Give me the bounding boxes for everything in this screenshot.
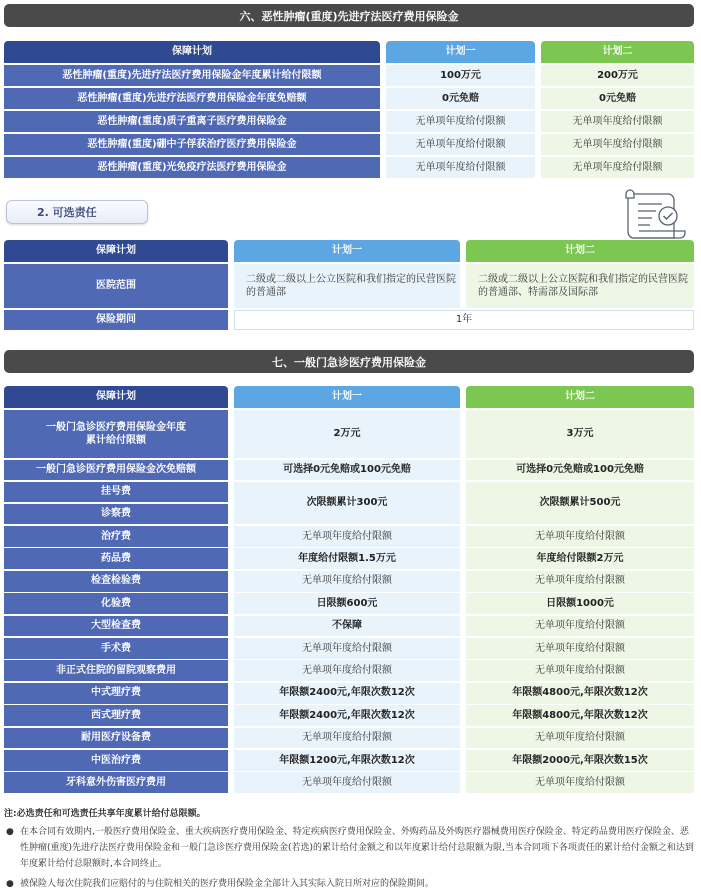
s7-row-label: 中式理疗费: [4, 683, 228, 704]
s6-row-plan1: 无单项年度给付限额: [386, 157, 535, 178]
s6-row-plan1: 0元免赔: [386, 88, 535, 109]
s7-row-plan2: 日限额1000元: [466, 593, 694, 614]
opt-hospital-plan1: 二级或二级以上公立医院和我们指定的民营医院的普通部: [234, 264, 460, 308]
s6-row-plan1: 无单项年度给付限额: [386, 111, 535, 132]
s6-row-plan2: 无单项年度给付限额: [541, 157, 694, 178]
s7-row-label: 化验费: [4, 593, 228, 614]
s6-row-plan1: 无单项年度给付限额: [386, 134, 535, 155]
s7-header-label: 保障计划: [4, 386, 228, 408]
s7-row-label: 中医治疗费: [4, 750, 228, 771]
s7-row-plan1: 日限额600元: [234, 593, 460, 614]
s7-row-label: 药品费: [4, 548, 228, 569]
s6-header-plan1: 计划一: [386, 41, 535, 63]
s7-row-label: 西式理疗费: [4, 705, 228, 726]
s7-row-label: 牙科意外伤害医疗费用: [4, 772, 228, 793]
s6-header-plan2: 计划二: [541, 41, 694, 63]
s7-row-plan2: 无单项年度给付限额: [466, 616, 694, 637]
opt-period-value: 1年: [234, 310, 694, 330]
s6-row-plan1: 100万元: [386, 65, 535, 86]
s7-row-plan1: 年限额2400元,年限次数12次: [234, 683, 460, 704]
s6-row-label: 恶性肿瘤(重度)质子重离子医疗费用保险金: [4, 111, 380, 132]
s7-row-plan2: 年限额2000元,年限次数15次: [466, 750, 694, 771]
s7-annual-plan1: 2万元: [234, 410, 460, 458]
s6-header-label: 保障计划: [4, 41, 380, 63]
s7-row-label: 手术费: [4, 638, 228, 659]
note-item: ● 被保险人每次住院我们应赔付的与住院相关的医疗费用保险金全部计入其实际入院日所对应的保险期间。: [4, 876, 696, 892]
s7-row-plan1: 不保障: [234, 616, 460, 637]
s7-row-label: 非正式住院的留院观察费用: [4, 660, 228, 681]
s7-row-label: 治疗费: [4, 526, 228, 547]
s7-deductible-plan1: 可选择0元免赔或100元免赔: [234, 460, 460, 480]
s6-row-plan2: 0元免赔: [541, 88, 694, 109]
opt-header-plan1: 计划一: [234, 240, 460, 262]
s7-row-plan1: 无单项年度给付限额: [234, 526, 460, 547]
s7-row-plan1: 无单项年度给付限额: [234, 660, 460, 681]
document-check-icon: [622, 188, 688, 244]
s7-row-plan2: 无单项年度给付限额: [466, 660, 694, 681]
s7-row-plan2: 年度给付限额2万元: [466, 548, 694, 569]
s6-row-plan2: 无单项年度给付限额: [541, 111, 694, 132]
s7-annual-plan2: 3万元: [466, 410, 694, 458]
s7-row-plan2: 年限额4800元,年限次数12次: [466, 683, 694, 704]
s7-row-plan2: 无单项年度给付限额: [466, 772, 694, 793]
s7-row-plan1: 年度给付限额1.5万元: [234, 548, 460, 569]
s7-row-label: 检查检验费: [4, 571, 228, 592]
s7-row-plan1: 年限额1200元,年限次数12次: [234, 750, 460, 771]
s7-registration-plan1: 次限额累计300元: [234, 482, 460, 524]
s7-row-plan1: 无单项年度给付限额: [234, 638, 460, 659]
s7-annual-label: 一般门急诊医疗费用保险金年度累计给付限额: [4, 410, 228, 458]
s7-row-plan2: 无单项年度给付限额: [466, 728, 694, 749]
s7-header-plan2: 计划二: [466, 386, 694, 408]
opt-hospital-label: 医院范围: [4, 264, 228, 308]
s6-row-plan2: 200万元: [541, 65, 694, 86]
s7-deductible-label: 一般门急诊医疗费用保险金次免赔额: [4, 460, 228, 480]
s7-row-plan1: 无单项年度给付限额: [234, 571, 460, 592]
s6-row-label: 恶性肿瘤(重度)光免疫疗法医疗费用保险金: [4, 157, 380, 178]
optional-section-title: 2. 可选责任: [6, 200, 148, 224]
s7-row-plan2: 年限额4800元,年限次数12次: [466, 705, 694, 726]
opt-period-label: 保险期间: [4, 310, 228, 330]
s7-row-plan2: 无单项年度给付限额: [466, 526, 694, 547]
s7-row-plan1: 年限额2400元,年限次数12次: [234, 705, 460, 726]
s7-row-label: 耐用医疗设备费: [4, 728, 228, 749]
s6-row-label: 恶性肿瘤(重度)硼中子俘获治疗医疗费用保险金: [4, 134, 380, 155]
opt-hospital-plan2: 二级或二级以上公立医院和我们指定的民营医院的普通部、特需部及国际部: [466, 264, 694, 308]
s7-row-plan2: 无单项年度给付限额: [466, 638, 694, 659]
opt-header-plan2: 计划二: [466, 240, 694, 262]
s7-deductible-plan2: 可选择0元免赔或100元免赔: [466, 460, 694, 480]
notes-block: [4, 806, 696, 892]
s7-registration-label: 挂号费: [4, 482, 228, 502]
s7-header-plan1: 计划一: [234, 386, 460, 408]
s6-row-plan2: 无单项年度给付限额: [541, 134, 694, 155]
note-item: ● 在本合同有效期内,一般医疗费用保险金、重大疾病医疗费用保险金、特定疾病医疗费用保险金、外购药品及外购医疗器械费用医疗保险金、特定药品费用医疗保险金、恶性肿瘤(重度)先进疗法医疗费用保险金和一般门急诊医疗费用保险金(若选)的累计给付金额之和以年度累计给付总限额为限,当本合同项下各项责任的累计给付金额之和达到年度累计给付总限额时,本合同终止。: [4, 824, 696, 872]
s7-consultation-label: 诊察费: [4, 504, 228, 524]
s7-registration-plan2: 次限额累计500元: [466, 482, 694, 524]
s7-row-plan1: 无单项年度给付限额: [234, 772, 460, 793]
notes-intro: 注:必选责任和可选责任共享年度累计给付总限额。: [4, 809, 206, 819]
section6-title: 六、恶性肿瘤(重度)先进疗法医疗费用保险金: [4, 4, 694, 27]
s7-row-plan2: 无单项年度给付限额: [466, 571, 694, 592]
s6-row-label: 恶性肿瘤(重度)先进疗法医疗费用保险金年度累计给付限额: [4, 65, 380, 86]
opt-header-label: 保障计划: [4, 240, 228, 262]
s6-row-label: 恶性肿瘤(重度)先进疗法医疗费用保险金年度免赔额: [4, 88, 380, 109]
section7-title: 七、一般门急诊医疗费用保险金: [4, 350, 694, 373]
s7-row-plan1: 无单项年度给付限额: [234, 728, 460, 749]
s7-row-label: 大型检查费: [4, 616, 228, 637]
